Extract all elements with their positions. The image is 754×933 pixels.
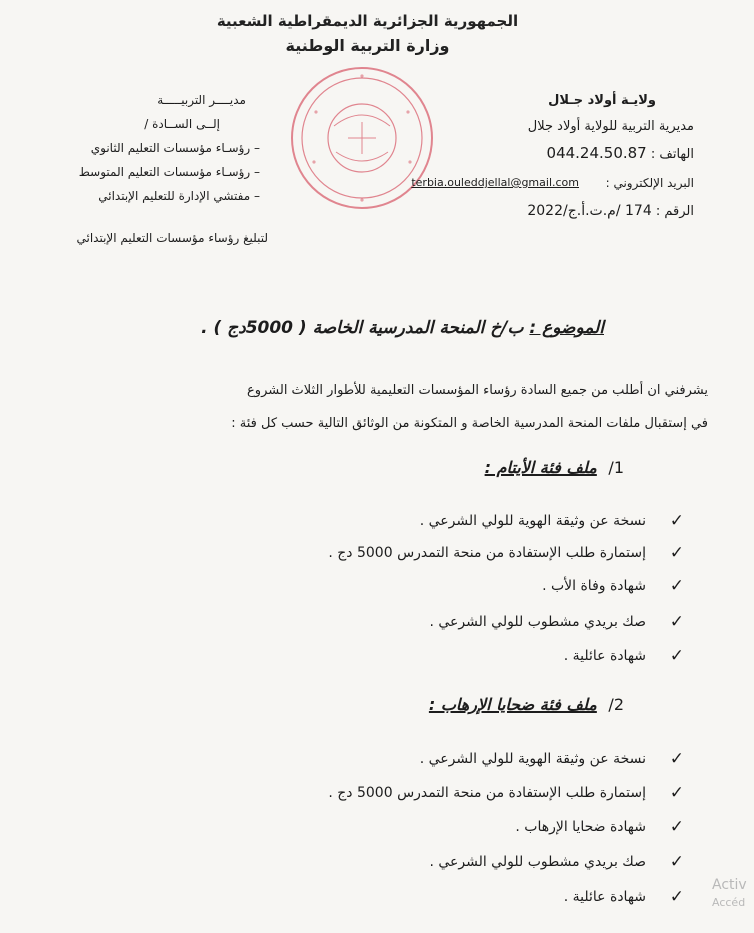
- section-title-text: ملف فئة الأيتام :: [484, 458, 597, 477]
- checklist-item-text: إستمارة طلب الإستفادة من منحة التمدرس 5000 دج .: [328, 545, 646, 561]
- body-line-2: في إستقبال ملفات المنحة المدرسية الخاصة و المتكونة من الوثائق التالية حسب كل فئة :: [231, 416, 708, 431]
- email-label: البريد الإلكتروني :: [605, 176, 694, 190]
- check-icon: ✓: [669, 576, 684, 596]
- recipient-item: – رؤسـاء مؤسسات التعليم الثانوي: [90, 141, 260, 155]
- checklist-item-text: شهادة عائلية .: [563, 648, 646, 664]
- recipient-item: – مفتشي الإدارة للتعليم الإبتدائي: [98, 189, 260, 203]
- section-2-title: [429, 695, 624, 714]
- email-address[interactable]: terbia.ouleddjellal@gmail.com: [411, 176, 579, 189]
- recipients-from: مديــــر التربيـــــة: [157, 93, 246, 107]
- checklist-item: [84, 545, 684, 567]
- check-icon: ✓: [669, 749, 684, 769]
- activation-watermark: [712, 876, 747, 912]
- checklist-item: [84, 751, 684, 773]
- checklist-item-text: شهادة ضحايا الإرهاب .: [515, 819, 646, 835]
- ministry-title: وزارة التربية الوطنية: [285, 36, 450, 55]
- checklist-item-text: إستمارة طلب الإستفادة من منحة التمدرس 5000 دج .: [328, 785, 646, 801]
- recipients-block: [35, 88, 268, 250]
- checklist-item-text: صك بريدي مشطوب للولي الشرعي .: [429, 854, 646, 870]
- sender-ref-row: [394, 198, 694, 225]
- sender-directorate: مديرية التربية للولاية أولاد جلال: [527, 119, 694, 134]
- checklist-item: [84, 578, 684, 600]
- check-icon: ✓: [669, 887, 684, 907]
- checklist-item-text: نسخة عن وثيقة الهوية للولي الشرعي .: [419, 513, 646, 529]
- phone-number: 044.24.50.87: [546, 144, 647, 162]
- check-icon: ✓: [669, 852, 684, 872]
- phone-label: الهاتف :: [650, 147, 694, 162]
- section-number: 1/: [608, 458, 624, 477]
- watermark-line-1: Activ: [712, 877, 747, 893]
- check-icon: ✓: [669, 817, 684, 837]
- check-icon: ✓: [669, 543, 684, 563]
- check-icon: ✓: [669, 646, 684, 666]
- checklist-item-text: صك بريدي مشطوب للولي الشرعي .: [429, 614, 646, 630]
- recipients-notify: لتبليغ رؤساء مؤسسات التعليم الإبتدائي: [76, 231, 268, 245]
- watermark-line-2: Accéd: [712, 896, 746, 909]
- republic-title: الجمهورية الجزائرية الديمقراطية الشعبية: [216, 12, 519, 30]
- recipient-item: – رؤسـاء مؤسسات التعليم المتوسط: [78, 165, 260, 179]
- recipients-to: إلــى الســادة /: [144, 117, 220, 131]
- check-icon: ✓: [669, 783, 684, 803]
- checklist-item: [84, 854, 684, 876]
- subject-label: الموضوع :: [529, 318, 604, 338]
- subject-line: [201, 318, 604, 338]
- checklist-item: [84, 819, 684, 841]
- checklist-item-text: شهادة عائلية .: [563, 889, 646, 905]
- sender-wilaya: ولايـة أولاد جـلال: [548, 93, 656, 108]
- sender-block: [454, 88, 694, 168]
- check-icon: ✓: [669, 612, 684, 632]
- checklist-item: [84, 648, 684, 670]
- sender-phone-row: [454, 140, 694, 168]
- subject-text: ب/خ المنحة المدرسية الخاصة ( 5000دج ) .: [201, 318, 524, 338]
- body-line-1: يشرفني ان أطلب من جميع السادة رؤساء المؤسسات التعليمية للأطوار الثلاث الشروع: [247, 383, 708, 398]
- sender-email-row: [294, 170, 694, 197]
- checklist-item-text: شهادة وفاة الأب .: [542, 578, 646, 594]
- section-number: 2/: [608, 695, 624, 714]
- checklist-item-text: نسخة عن وثيقة الهوية للولي الشرعي .: [419, 751, 646, 767]
- checklist-item: [84, 785, 684, 807]
- ref-value: 174 /م.ت.أ.ج/2022: [527, 203, 652, 219]
- section-1-title: [485, 458, 624, 477]
- section-title-text: ملف فئة ضحايا الإرهاب :: [428, 695, 597, 714]
- check-icon: ✓: [669, 511, 684, 531]
- checklist-item: [84, 513, 684, 535]
- checklist-item: [84, 614, 684, 636]
- ref-label: الرقم :: [655, 204, 694, 219]
- checklist-item: [84, 889, 684, 911]
